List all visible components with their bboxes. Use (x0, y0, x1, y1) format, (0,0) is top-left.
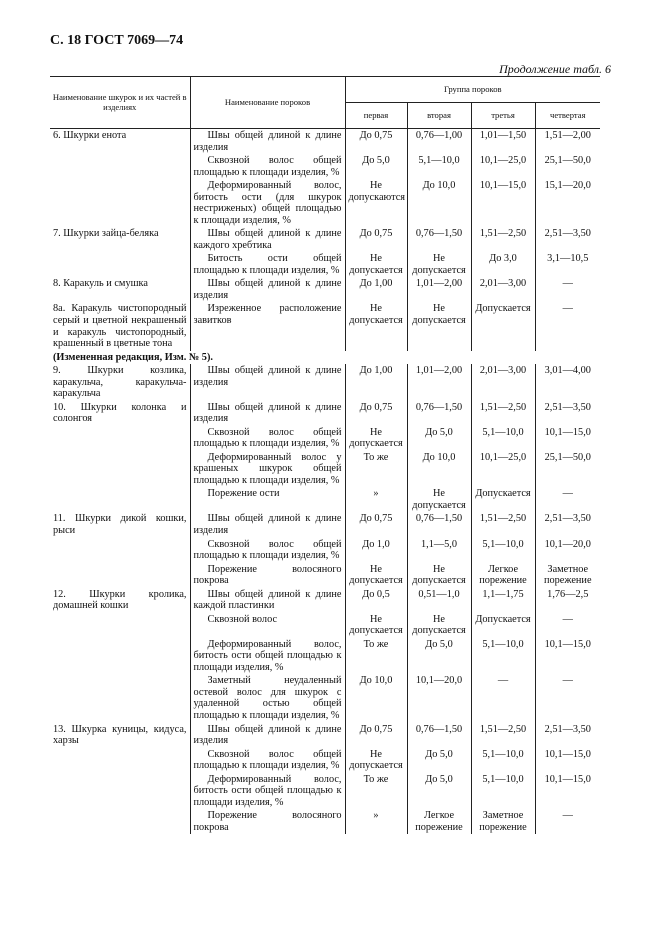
cell-group-4: 2,51—3,50 (544, 513, 591, 525)
table-row (50, 613, 600, 638)
cell-group-4: 1,51—2,00 (544, 130, 591, 141)
column-header-group-1: первая (345, 103, 407, 129)
cell-group-3: 5,1—10,0 (471, 426, 535, 451)
cell-group-2: До 5,0 (407, 638, 471, 675)
cell-group-4: 2,51—3,50 (544, 228, 591, 240)
table-row (50, 723, 600, 748)
cell-group-2: Не допускается (407, 563, 471, 588)
cell-item: 7. Шкурки зайца-беляка (50, 227, 190, 252)
cell-group-4: 10,1—15,0 (544, 426, 591, 438)
cell-group-4: 10,1—15,0 (544, 638, 591, 650)
cell-group-1: Не допускается (345, 302, 407, 350)
cell-group-1: До 0,75 (345, 227, 407, 252)
cell-group-4: — (562, 810, 573, 822)
cell-group-2: 1,01—2,00 (407, 277, 471, 302)
table-row (50, 252, 600, 277)
cell-group-2: 0,76—1,50 (407, 227, 471, 252)
cell-group-1: До 0,75 (345, 129, 407, 155)
column-header-group: Группа пороков (345, 77, 600, 103)
cell-item (50, 487, 190, 512)
cell-group-2: 5,1—10,0 (407, 154, 471, 179)
cell-group-1: » (345, 809, 407, 834)
cell-group-1: Не допускается (345, 563, 407, 588)
table-row (50, 179, 600, 227)
cell-defect: Битость ости общей площадью к площади изделия, % (190, 252, 345, 277)
cell-group-3: 10,1—25,0 (471, 451, 535, 488)
table-row (50, 277, 600, 302)
cell-group-3: 2,01—3,00 (471, 277, 535, 302)
cell-item (50, 252, 190, 277)
cell-group-4: Заметное порежение (544, 563, 592, 587)
cell-group-4: — (562, 303, 573, 315)
cell-defect: Швы общей длиной к длине каждого хребтика (190, 227, 345, 252)
cell-defect: Сквозной волос (190, 613, 345, 638)
defects-table (50, 76, 600, 834)
cell-group-3: 10,1—15,0 (471, 179, 535, 227)
cell-item (50, 563, 190, 588)
cell-group-1: До 1,0 (345, 538, 407, 563)
cell-group-3: Заметное порежение (471, 809, 535, 834)
cell-item: 6. Шкурки енота (50, 129, 190, 155)
page-title: С. 18 ГОСТ 7069—74 (50, 33, 184, 48)
cell-group-1: То же (345, 451, 407, 488)
cell-group-2: Не допускается (407, 252, 471, 277)
cell-group-2: 1,01—2,00 (407, 364, 471, 401)
cell-group-2: Легкое порежение (407, 809, 471, 834)
cell-group-4: 15,1—20,0 (544, 180, 591, 192)
table-row (50, 154, 600, 179)
cell-group-2: 0,76—1,50 (407, 723, 471, 748)
table-row (50, 748, 600, 773)
cell-defect: Швы общей длиной к длине изделия (190, 723, 345, 748)
table-continuation-label: Продолжение табл. 6 (499, 62, 611, 76)
table-row (50, 426, 600, 451)
cell-group-2: 0,76—1,50 (407, 401, 471, 426)
cell-item (50, 154, 190, 179)
table-row (50, 773, 600, 810)
cell-defect: Заметный неудаленный остевой волос для шкурок с удаленной остью общей площадью к площади изделия, % (190, 674, 345, 722)
column-header-group-4: четвертая (535, 103, 600, 129)
cell-group-2: 10,1—20,0 (407, 674, 471, 722)
cell-defect: Порежение ости (190, 487, 345, 512)
cell-item (50, 674, 190, 722)
cell-group-3: Легкое порежение (471, 563, 535, 588)
cell-defect: Швы общей длиной к длине изделия (190, 512, 345, 537)
cell-item: 10. Шкурки колонка и солонгоя (50, 401, 190, 426)
cell-group-2: До 5,0 (407, 426, 471, 451)
table-row (50, 364, 600, 401)
amendment-note: (Измененная редакция, Изм. № 5). (53, 351, 213, 363)
cell-group-4: 10,1—15,0 (544, 748, 591, 760)
cell-group-4: 3,01—4,00 (544, 365, 591, 377)
cell-group-2: До 5,0 (407, 773, 471, 810)
table-row (50, 487, 600, 512)
cell-defect: Деформированный волос, битость ости общей площадью к площади изделия, % (190, 773, 345, 810)
cell-item (50, 748, 190, 773)
cell-group-2: 0,51—1,0 (407, 588, 471, 613)
table-row (50, 451, 600, 488)
cell-item (50, 773, 190, 810)
cell-group-3: 5,1—10,0 (471, 773, 535, 810)
cell-group-3: Допускается (471, 302, 535, 350)
cell-item: 9. Шкурки козлика, каракульча, каракульча-каракульча (50, 364, 190, 401)
cell-defect: Деформированный волос, битость ости общей площадью к площади изделия, % (190, 638, 345, 675)
cell-group-2: Не допускается (407, 302, 471, 350)
cell-defect: Сквозной волос общей площадью к площади изделия, % (190, 426, 345, 451)
cell-group-2: 0,76—1,00 (407, 129, 471, 155)
cell-group-3: 1,01—1,50 (471, 129, 535, 155)
cell-item (50, 638, 190, 675)
cell-group-2: Не допускается (407, 487, 471, 512)
cell-group-1: То же (345, 773, 407, 810)
cell-group-3: 2,01—3,00 (471, 364, 535, 401)
cell-item (50, 809, 190, 834)
cell-group-3: До 3,0 (471, 252, 535, 277)
cell-group-2: До 10,0 (407, 451, 471, 488)
cell-group-1: До 1,00 (345, 277, 407, 302)
cell-group-3: Допускается (471, 613, 535, 638)
cell-group-3: — (471, 674, 535, 722)
table-row (50, 512, 600, 537)
cell-defect: Деформированный волос, битость ости (для шкурок нестриженых) общей площадью к площади изделия, % (190, 179, 345, 227)
cell-group-4: 10,1—15,0 (544, 773, 591, 785)
cell-group-2: 1,1—5,0 (407, 538, 471, 563)
cell-group-4: — (562, 278, 573, 290)
cell-group-2: Не допускается (407, 613, 471, 638)
cell-group-3: 1,51—2,50 (471, 401, 535, 426)
cell-item: 13. Шкурка куницы, кидуса, харзы (50, 723, 190, 748)
column-header-group-3: третья (471, 103, 535, 129)
cell-group-3: 5,1—10,0 (471, 748, 535, 773)
cell-group-4: — (562, 488, 573, 500)
table-row (50, 638, 600, 675)
cell-group-1: До 0,75 (345, 401, 407, 426)
cell-defect: Швы общей длиной к длине изделия (190, 364, 345, 401)
cell-group-1: Не допускается (345, 748, 407, 773)
cell-group-2: До 5,0 (407, 748, 471, 773)
cell-defect: Швы общей длиной к длине изделия (190, 129, 345, 155)
cell-group-4: 3,1—10,5 (547, 253, 589, 265)
cell-defect: Сквозной волос общей площадью к площади изделия, % (190, 748, 345, 773)
cell-group-3: 1,51—2,50 (471, 227, 535, 252)
cell-item (50, 426, 190, 451)
cell-defect: Порежение волосяного покрова (190, 563, 345, 588)
cell-item (50, 179, 190, 227)
cell-item (50, 613, 190, 638)
cell-defect: Швы общей длиной к длине каждой пластинки (190, 588, 345, 613)
cell-group-1: Не допускается (345, 613, 407, 638)
cell-item (50, 451, 190, 488)
cell-defect: Деформированный волос у крашеных шкурок общей площадью к площади изделия, % (190, 451, 345, 488)
cell-group-1: До 0,75 (345, 723, 407, 748)
column-header-group-2: вторая (407, 103, 471, 129)
cell-item: 12. Шкурки кролика, домашней кошки (50, 588, 190, 613)
cell-defect: Швы общей длиной к длине изделия (190, 401, 345, 426)
cell-defect: Изреженное расположение завитков (190, 302, 345, 350)
cell-group-3: 1,51—2,50 (471, 723, 535, 748)
table-row (50, 351, 600, 365)
cell-group-1: До 5,0 (345, 154, 407, 179)
cell-group-4: 2,51—3,50 (544, 401, 591, 413)
cell-group-4: 1,76—2,5 (547, 588, 589, 600)
column-header-defect: Наименование пороков (190, 77, 345, 129)
table-row (50, 302, 600, 350)
cell-item: 11. Шкурки дикой кошки, рыси (50, 512, 190, 537)
cell-group-4: 25,1—50,0 (544, 155, 591, 167)
table-row (50, 538, 600, 563)
table-row (50, 809, 600, 834)
cell-group-3: 10,1—25,0 (471, 154, 535, 179)
cell-defect: Швы общей длиной к длине изделия (190, 277, 345, 302)
cell-group-1: До 10,0 (345, 674, 407, 722)
cell-group-1: Не допускаются (345, 179, 407, 227)
cell-group-4: 10,1—20,0 (544, 538, 591, 550)
cell-defect: Порежение волосяного покрова (190, 809, 345, 834)
cell-group-1: То же (345, 638, 407, 675)
cell-group-4: 25,1—50,0 (544, 451, 591, 463)
table-row (50, 401, 600, 426)
cell-group-1: » (345, 487, 407, 512)
cell-group-4: — (562, 613, 573, 625)
cell-group-4: 2,51—3,50 (544, 723, 591, 735)
cell-group-1: До 0,75 (345, 512, 407, 537)
table-row (50, 563, 600, 588)
table-row (50, 129, 600, 155)
cell-group-3: 5,1—10,0 (471, 638, 535, 675)
cell-item: 8а. Каракуль чистопородный серый и цветной некрашеный и каракуль чистопородный, крашенный в цветные тона (50, 302, 190, 350)
cell-item: 8. Каракуль и смушка (50, 277, 190, 302)
cell-group-1: Не допускается (345, 426, 407, 451)
cell-group-3: 5,1—10,0 (471, 538, 535, 563)
cell-defect: Сквозной волос общей площадью к площади изделия, % (190, 154, 345, 179)
cell-defect: Сквозной волос общей площадью к площади изделия, % (190, 538, 345, 563)
column-header-item: Наименование шкурок и их частей в изделиях (50, 77, 190, 129)
cell-group-1: Не допускается (345, 252, 407, 277)
cell-group-3: 1,1—1,75 (471, 588, 535, 613)
cell-group-4: — (562, 675, 573, 687)
cell-group-1: До 1,00 (345, 364, 407, 401)
cell-group-1: До 0,5 (345, 588, 407, 613)
table-row (50, 674, 600, 722)
cell-item (50, 538, 190, 563)
table-body (50, 129, 600, 835)
table-row (50, 588, 600, 613)
cell-group-3: Допускается (471, 487, 535, 512)
cell-group-2: 0,76—1,50 (407, 512, 471, 537)
cell-group-3: 1,51—2,50 (471, 512, 535, 537)
table-row (50, 227, 600, 252)
cell-group-2: До 10,0 (407, 179, 471, 227)
